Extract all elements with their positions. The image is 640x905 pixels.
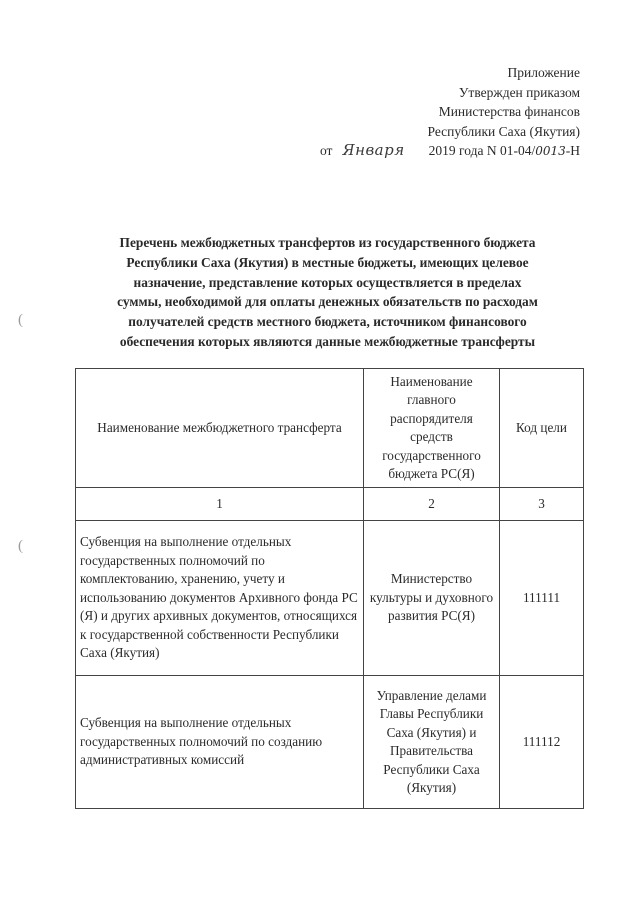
margin-punch-mark: (	[18, 538, 23, 554]
column-number: 3	[500, 488, 584, 521]
target-code-cell: 111112	[500, 676, 584, 809]
title-line: обеспечения которых являются данные межбюджетные трансферты	[119, 333, 536, 349]
title-line: Перечень межбюджетных трансфертов из государственного бюджета	[119, 235, 536, 250]
transfer-name-cell: Субвенция на выполнение отдельных государственных полномочий по комплектованию, хранению, учету и использованию документов Архивного фонда РС (Я) и других архивных документов, относящихся к государственной собственности Республики Саха (Якутия)	[76, 521, 364, 676]
title-line: суммы, необходимой для оплаты денежных обязательств по расходам	[117, 294, 538, 310]
header-administrator: Наименование главного распорядителя средств государственного бюджета РС(Я)	[364, 369, 500, 488]
approval-line-ministry: Министерства финансов	[438, 104, 580, 119]
approval-block	[320, 63, 580, 162]
handwritten-order-number: 0013	[535, 144, 566, 158]
header-transfer-name: Наименование межбюджетного трансферта	[76, 369, 364, 488]
table-header-row	[76, 369, 584, 488]
column-number: 1	[76, 488, 364, 521]
approval-line-appendix: Приложение	[507, 65, 580, 80]
transfers-table	[75, 368, 584, 809]
administrator-cell: Управление делами Главы Республики Саха (Якутия) и Правительства Республики Саха (Якутия)	[364, 676, 500, 809]
header-target-code: Код цели	[500, 369, 584, 488]
column-number-row	[76, 488, 584, 521]
administrator-cell: Министерство культуры и духовного развития РС(Я)	[364, 521, 500, 676]
title-line: Республики Саха (Якутия) в местные бюджеты, имеющих целевое	[126, 254, 529, 270]
table-row	[76, 521, 584, 676]
approval-line-approved: Утвержден приказом	[458, 84, 580, 100]
target-code-cell: 111111	[500, 521, 584, 676]
title-line: назначение, представление которых осуществляется в пределах	[133, 274, 522, 290]
column-number: 2	[364, 488, 500, 521]
transfer-name-cell: Субвенция на выполнение отдельных государственных полномочий по созданию административных комиссий	[76, 676, 364, 809]
year-text: 2019 года N 01-04/	[428, 143, 536, 158]
from-label: от	[319, 143, 333, 158]
handwritten-date: Января	[342, 141, 405, 159]
title-line: получателей средств местного бюджета, источником финансового	[128, 314, 527, 330]
table-row	[76, 676, 584, 809]
approval-line-republic: Республики Саха (Якутия)	[427, 123, 580, 139]
order-suffix: -Н	[565, 143, 580, 158]
margin-punch-mark: (	[18, 312, 23, 328]
approval-date-line	[320, 141, 580, 162]
document-title	[70, 233, 585, 352]
